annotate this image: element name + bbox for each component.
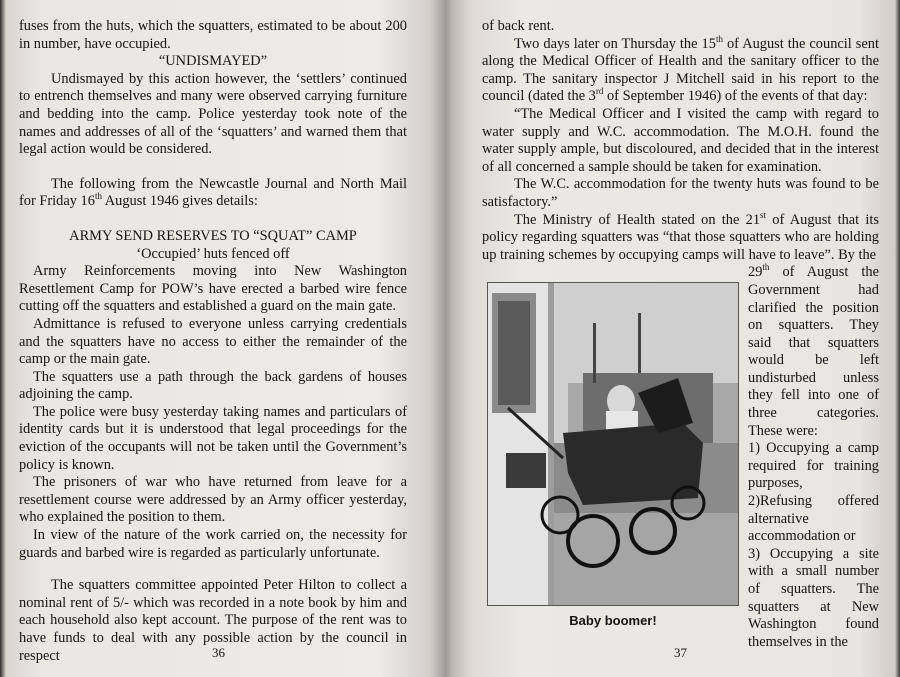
list-item: 2)Refusing offered alternative accommodation or — [748, 493, 879, 545]
spacer — [19, 211, 407, 228]
left-page-text — [19, 18, 407, 665]
paragraph: Admittance is refused to everyone unless carrying credentials and the squatters have no access to either the remainder of the camp or the main gate. — [19, 315, 407, 368]
page-number: 36 — [212, 645, 225, 660]
section-heading: “UNDISMAYED” — [158, 53, 268, 70]
spacer — [19, 159, 407, 176]
page-number: 37 — [674, 645, 687, 660]
pram-photo-illustration — [488, 283, 738, 605]
paragraph: The prisoners of war who have returned from leave for a resettlement course were addressed by an Army officer yesterday, who explained the position to them. — [19, 474, 407, 526]
figure — [487, 282, 739, 629]
paragraph: 29th of August the Government had clarified the position on squatters. They said that squatters would be left undisturbed unless they fell into one of three categories. These were: — [748, 262, 879, 439]
baby-pram-photo — [487, 282, 739, 606]
paragraph: of back rent. — [482, 18, 555, 34]
paragraph: Two days later on Thursday the 15th of August the council sent along the Medical Officer of Health and the sanitary officer to the camp. The sanitary inspector J Mitchell said in his report to the council (dated the 3rd of September 1946) of the events of that day: — [482, 33, 879, 105]
paragraph: Army Reinforcements moving into New Washington Resettlement Camp for POW’s have erected a barbed wire fence cutting off the squatters and established a guard on the main gate. — [19, 263, 407, 315]
paragraph: In view of the nature of the work carried on, the necessity for guards and barbed wire is regarded as particularly unfortunate. — [19, 527, 407, 561]
paragraph: Undismayed by this action however, the ‘settlers’ continued to entrench themselves and many were observed carrying furniture and bedding into the camp. Police yesterday took note of the names and addresses of all of the ‘squatters’ and warned them that legal action would be considered. — [19, 70, 407, 158]
quotation: The W.C. accommodation for the twenty huts was found to be satisfactory.” — [482, 176, 879, 210]
list-item: 1) Occupying a camp required for training purposes, — [748, 440, 879, 492]
paragraph: The squatters committee appointed Peter Hilton to collect a nominal rent of 5/- which was recorded in a note book by him and each household also kept account. The purpose of the rent was to have funds to deal with any possible action by the council in respect — [19, 577, 407, 664]
article-subheadline: ‘Occupied’ huts fenced off — [136, 245, 290, 262]
right-page — [452, 0, 900, 677]
paragraph: fuses from the huts, which the squatters, estimated to be about 200 in number, have occupied. — [19, 18, 407, 52]
paragraph: The squatters use a path through the back gardens of houses adjoining the camp. — [19, 368, 407, 403]
spacer — [19, 562, 407, 577]
right-page-text — [482, 18, 879, 650]
photo-caption: Baby boomer! — [569, 613, 657, 629]
paragraph: The police were busy yesterday taking names and particulars of identity cards but it is understood that legal proceedings for the eviction of the occupants will not be taken until the Government’s policy is known. — [19, 403, 407, 473]
left-page — [0, 0, 446, 677]
paragraph: The Ministry of Health stated on the 21st of August that its policy regarding squatters was “that those squatters who are holding up training schemes by occupying camps will have to leave”. By the — [482, 209, 879, 263]
side-column-text — [748, 264, 879, 651]
article-headline: ARMY SEND RESERVES TO “SQUAT” CAMP — [69, 227, 357, 244]
photo-and-sidebar — [482, 262, 879, 650]
quotation: “The Medical Officer and I visited the camp with regard to water supply and W.C. accommodation. The M.O.H. found the water supply ample, but discoloured, and decided that in the interest of all concerned a sample should be taken for examination. — [482, 105, 879, 175]
paragraph: The following from the Newcastle Journal and North Mail for Friday 16th August 1946 gives details: — [19, 175, 407, 210]
list-item: 3) Occupying a site with a small number of squatters. The squatters at New Washington found themselves in the — [748, 545, 879, 650]
